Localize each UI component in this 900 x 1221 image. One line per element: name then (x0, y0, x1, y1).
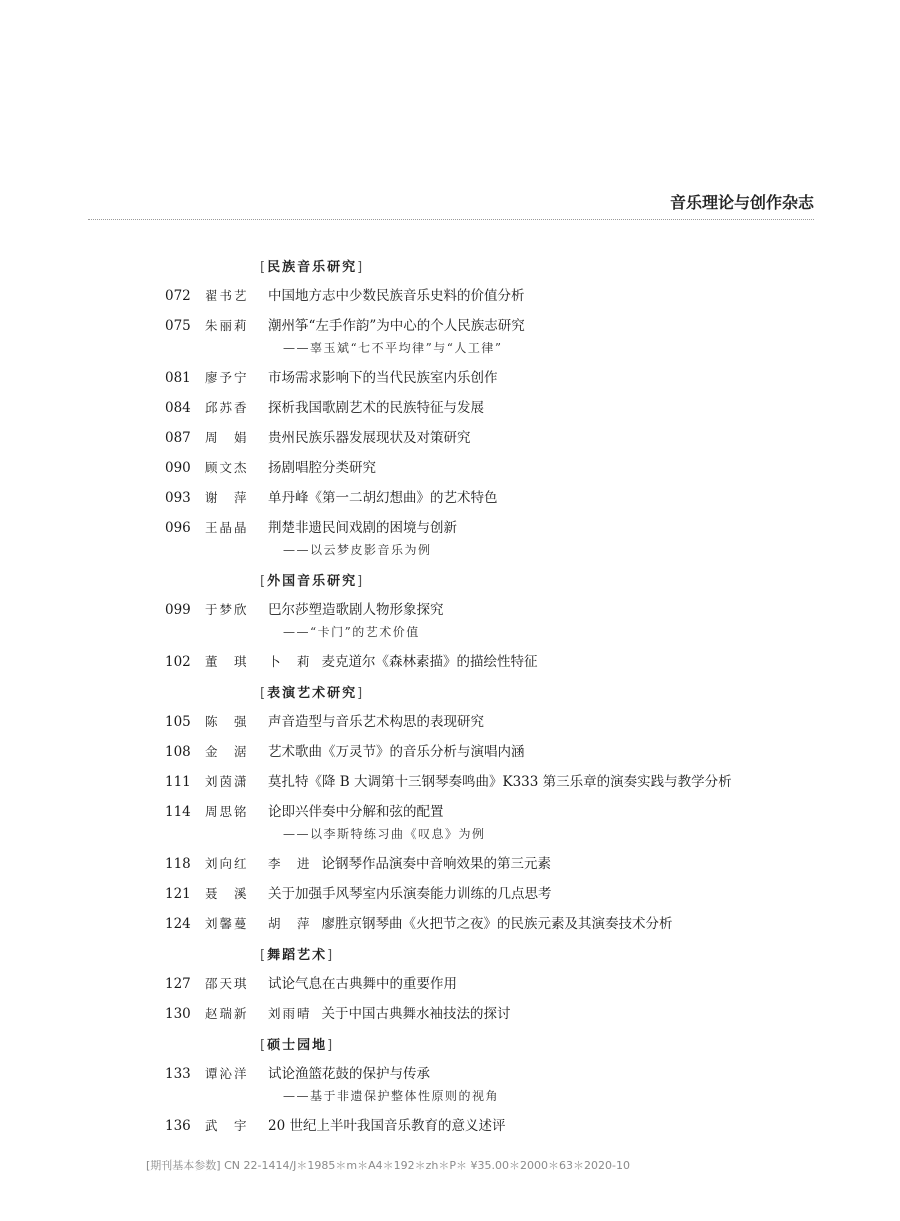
article-title-text: 探析我国歌剧艺术的民族特征与发展 (268, 400, 484, 416)
article-title[interactable] (268, 600, 444, 620)
toc-entry[interactable] (0, 458, 900, 488)
article-title-text: 论即兴伴奏中分解和弦的配置 (268, 804, 444, 820)
article-title[interactable] (268, 884, 552, 904)
toc-entry[interactable] (0, 518, 900, 570)
page-number: 072 (165, 288, 191, 304)
author-name: 王晶晶 (205, 520, 249, 535)
article-title[interactable] (268, 428, 471, 448)
section-heading-text: 硕士园地 (267, 1038, 328, 1053)
article-title[interactable] (268, 974, 457, 994)
author-name: 周思铭 (205, 804, 249, 819)
page-number: 075 (165, 318, 191, 334)
coauthor-name: 卜 莉 (268, 654, 312, 669)
article-title[interactable] (268, 854, 551, 874)
article-title[interactable] (268, 1064, 430, 1084)
article-title[interactable] (268, 802, 444, 822)
author-name: 翟书艺 (205, 288, 249, 303)
article-title-text: 关于中国古典舞水袖技法的探讨 (321, 1006, 511, 1022)
page-number: 136 (165, 1118, 191, 1134)
article-subtitle: ——基于非遗保护整体性原则的视角 (283, 1089, 500, 1103)
article-title-text: 声音造型与音乐艺术构思的表现研究 (268, 714, 484, 730)
toc-entry[interactable] (0, 600, 900, 652)
article-title[interactable] (268, 1004, 511, 1024)
journal-title: 音乐理论与创作杂志 (88, 190, 814, 220)
article-title-text: 廖胜京钢琴曲《火把节之夜》的民族元素及其演奏技术分析 (321, 916, 673, 932)
article-title-text: 关于加强手风琴室内乐演奏能力训练的几点思考 (268, 886, 552, 902)
section-heading: [舞蹈艺术] (260, 948, 335, 963)
page-number: 114 (165, 804, 191, 820)
section-heading-text: 表演艺术研究 (267, 686, 358, 701)
page-number: 087 (165, 430, 191, 446)
article-title-text: 论钢琴作品演奏中音响效果的第三元素 (321, 856, 552, 872)
article-title-text: 20 世纪上半叶我国音乐教育的意义述评 (268, 1118, 506, 1134)
page-number: 124 (165, 916, 191, 932)
article-title-text: 荆楚非遗民间戏剧的困境与创新 (268, 520, 457, 536)
toc-entry[interactable] (0, 652, 900, 682)
author-name: 聂 溪 (205, 886, 249, 901)
page-number: 111 (165, 774, 191, 790)
toc-entry[interactable] (0, 398, 900, 428)
page-number: 099 (165, 602, 191, 618)
page-number: 108 (165, 744, 191, 760)
article-title[interactable] (268, 518, 457, 538)
page-number: 130 (165, 1006, 191, 1022)
section-heading: [硕士园地] (260, 1038, 335, 1053)
article-title-text: 艺术歌曲《万灵节》的音乐分析与演唱内涵 (268, 744, 525, 760)
article-title[interactable] (268, 398, 484, 418)
article-title-text: 试论渔篮花鼓的保护与传承 (268, 1066, 430, 1082)
page-number: 133 (165, 1066, 191, 1082)
author-name: 朱丽莉 (205, 318, 249, 333)
section-heading-text: 民族音乐研究 (267, 260, 358, 275)
toc-entry[interactable] (0, 772, 900, 802)
author-name: 刘茵潇 (205, 774, 249, 789)
toc-entry[interactable] (0, 1004, 900, 1034)
coauthor-name: 胡 萍 (268, 916, 312, 931)
article-title[interactable] (268, 458, 376, 478)
author-name: 谢 萍 (205, 490, 249, 505)
author-name: 武 宇 (205, 1118, 249, 1133)
author-name: 谭沁洋 (205, 1066, 249, 1081)
page-number: 093 (165, 490, 191, 506)
author-name: 董 琪 (205, 654, 249, 669)
author-name: 赵瑞新 (205, 1006, 249, 1021)
author-name: 邵天琪 (205, 976, 249, 991)
article-title[interactable] (268, 488, 498, 508)
article-subtitle: ——“卡门”的艺术价值 (283, 625, 420, 639)
toc-entry[interactable] (0, 712, 900, 742)
article-subtitle: ——以云梦皮影音乐为例 (283, 543, 432, 557)
section-heading: [表演艺术研究] (260, 686, 365, 701)
coauthor-name: 刘雨晴 (268, 1006, 312, 1021)
page-number: 127 (165, 976, 191, 992)
article-title[interactable] (268, 712, 484, 732)
article-title[interactable] (268, 652, 538, 672)
toc-entry[interactable] (0, 316, 900, 368)
article-title-text: 潮州筝“左手作韵”为中心的个人民族志研究 (268, 318, 525, 334)
article-title[interactable] (268, 316, 525, 336)
section-heading-text: 舞蹈艺术 (267, 948, 328, 963)
page-number: 096 (165, 520, 191, 536)
toc-entry[interactable] (0, 742, 900, 772)
author-name: 刘向红 (205, 856, 249, 871)
article-title[interactable] (268, 772, 732, 792)
toc-entry[interactable] (0, 1116, 900, 1146)
article-title-text: 单丹峰《第一二胡幻想曲》的艺术特色 (268, 490, 498, 506)
page-number: 118 (165, 856, 191, 872)
author-name: 顾文杰 (205, 460, 249, 475)
page-number: 105 (165, 714, 191, 730)
page-number: 121 (165, 886, 191, 902)
toc-entry[interactable] (0, 854, 900, 884)
article-title[interactable] (268, 286, 525, 306)
section-heading: [民族音乐研究] (260, 260, 365, 275)
page-number: 084 (165, 400, 191, 416)
author-name: 于梦欣 (205, 602, 249, 617)
article-title[interactable] (268, 1116, 505, 1136)
toc-entry[interactable] (0, 914, 900, 944)
toc-entry[interactable] (0, 286, 900, 316)
page-number: 090 (165, 460, 191, 476)
author-name: 邱苏香 (205, 400, 249, 415)
article-title-text: 麦克道尔《森林素描》的描绘性特征 (321, 654, 538, 670)
article-title-text: 莫扎特《降 B 大调第十三钢琴奏鸣曲》K333 第三乐章的演奏实践与教学分析 (268, 774, 732, 790)
author-name: 周 娟 (205, 430, 249, 445)
article-title-text: 扬剧唱腔分类研究 (268, 460, 376, 476)
section-heading: [外国音乐研究] (260, 574, 365, 589)
toc-entry[interactable] (0, 428, 900, 458)
author-name: 刘馨蔓 (205, 916, 249, 931)
author-name: 廖予宁 (205, 370, 249, 385)
article-title-text: 巴尔莎塑造歌剧人物形象探究 (268, 602, 444, 618)
toc-entry[interactable] (0, 368, 900, 398)
toc-entry[interactable] (0, 802, 900, 854)
page-number: 081 (165, 370, 191, 386)
table-of-contents (0, 256, 900, 1146)
article-title-text: 试论气息在古典舞中的重要作用 (268, 976, 457, 992)
article-subtitle: ——辜玉斌“七不平均律”与“人工律” (283, 341, 503, 355)
article-title[interactable] (268, 742, 525, 762)
page-number: 102 (165, 654, 191, 670)
article-title-text: 中国地方志中少数民族音乐史料的价值分析 (268, 288, 525, 304)
toc-entry[interactable] (0, 884, 900, 914)
section-heading-text: 外国音乐研究 (267, 574, 358, 589)
author-name: 陈 强 (205, 714, 249, 729)
article-title-text: 市场需求影响下的当代民族室内乐创作 (268, 370, 498, 386)
article-subtitle: ——以李斯特练习曲《叹息》为例 (283, 827, 486, 841)
toc-entry[interactable] (0, 1064, 900, 1116)
coauthor-name: 李 进 (268, 856, 312, 871)
toc-entry[interactable] (0, 974, 900, 1004)
author-name: 金 涺 (205, 744, 249, 759)
article-title[interactable] (268, 914, 673, 934)
publication-parameters: [期刊基本参数] CN 22-1414/J＊1985＊m＊A4＊192＊zh＊P＊ ¥35.00＊2000＊63＊2020-10 (146, 1159, 630, 1172)
article-title[interactable] (268, 368, 498, 388)
toc-entry[interactable] (0, 488, 900, 518)
article-title-text: 贵州民族乐器发展现状及对策研究 (268, 430, 471, 446)
